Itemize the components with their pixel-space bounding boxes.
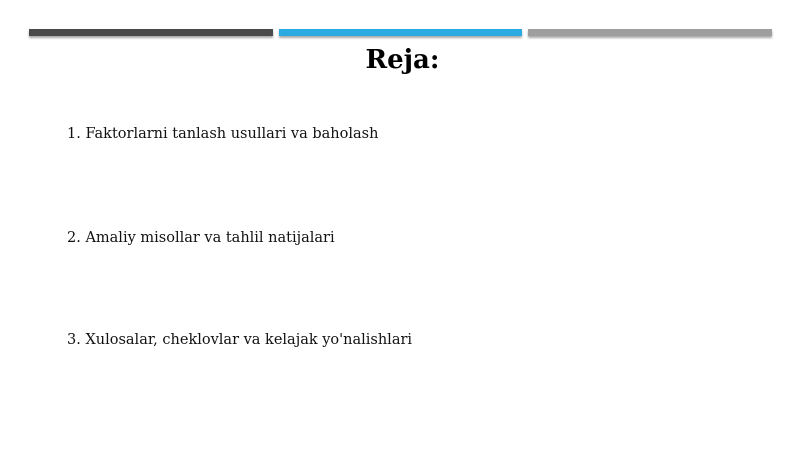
top-bar-middle	[279, 29, 523, 36]
plan-item-3: 3. Xulosalar, cheklovlar va kelajak yo'nalishlari	[67, 332, 413, 348]
top-bar-right	[528, 29, 772, 36]
plan-item-1: 1. Faktorlarni tanlash usullari va baholash	[67, 126, 379, 142]
decorative-top-bars	[29, 29, 772, 38]
top-bar-left	[29, 29, 273, 36]
plan-item-2: 2. Amaliy misollar va tahlil natijalari	[67, 230, 335, 246]
slide-title: Reja:	[365, 45, 440, 75]
